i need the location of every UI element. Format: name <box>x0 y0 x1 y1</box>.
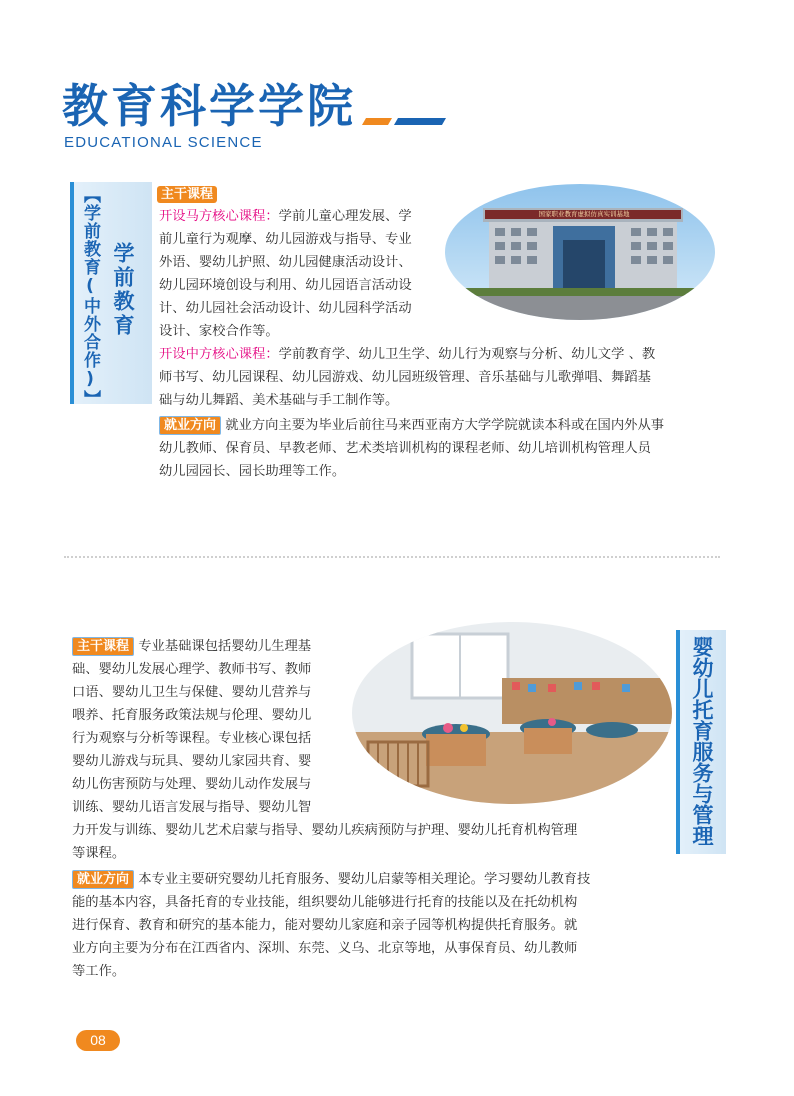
section1-career-text-2: 幼儿园园长、园长助理等工作。 <box>159 464 346 479</box>
malaysia-courses-text-4: 计、幼儿园社会活动设计、幼儿园科学活动 <box>159 301 412 316</box>
title-decoration-orange <box>362 118 392 125</box>
section1-career <box>159 414 719 483</box>
section2-core-text-9: 等课程。 <box>72 846 126 861</box>
section1-side-label <box>70 182 152 408</box>
section2-career-text-3: 业方向主要为分布在江西省内、深圳、东莞、义乌、北京等地，从事保育员、幼儿教师 <box>72 941 578 956</box>
section2-career-text-0: 本专业主要研究婴幼儿托育服务、婴幼儿启蒙等相关理论。学习婴幼儿教育技 <box>138 872 591 887</box>
campus-building-photo <box>445 184 715 320</box>
section2-core-text-6: 幼儿伤害预防与处理、婴幼儿动作发展与 <box>72 777 312 792</box>
page-subtitle: EDUCATIONAL SCIENCE <box>64 134 263 151</box>
section2-career-text-1: 能的基本内容，具备托育的专业技能，组织婴幼儿能够进行托育的技能以及在托幼机构 <box>72 895 578 910</box>
section2-core-text-5: 婴幼儿游戏与玩具、婴幼儿家园共育、婴 <box>72 754 312 769</box>
section1-career-text-0: 就业方向主要为毕业后前往马来西亚南方大学学院就读本科或在国内外从事 <box>225 418 665 433</box>
section2-core-courses <box>72 635 644 865</box>
section2-career-line-0 <box>72 868 644 891</box>
section1-china-courses <box>159 343 719 412</box>
section2-core-tag: 主干课程 <box>72 637 134 656</box>
china-courses-text-2: 础与幼儿舞蹈、美术基础与手工制作等。 <box>159 393 399 408</box>
section1-china-line-0 <box>159 343 719 366</box>
section1-core-tag: 主干课程 <box>157 186 217 203</box>
section2-core-text-7: 训练、婴幼儿语言发展与指导、婴幼儿智 <box>72 800 312 815</box>
malaysia-courses-label: 开设马方核心课程： <box>159 209 279 224</box>
section2-side-label-text: 婴幼儿托育服务与管理 <box>690 636 714 846</box>
section1-malaysia-line-0 <box>159 205 449 228</box>
malaysia-courses-text-1: 前儿童行为观摩、幼儿园游戏与指导、专业 <box>159 232 412 247</box>
section2-core-line-0 <box>72 635 644 658</box>
section2-core-text-1: 础、婴幼儿发展心理学、教师书写、教师 <box>72 662 312 677</box>
malaysia-courses-text-5: 设计、家校合作等。 <box>159 324 279 339</box>
campus-building-illustration <box>445 184 715 320</box>
china-courses-text-1: 师书写、幼儿园课程、幼儿园游戏、幼儿园班级管理、音乐基础与儿歌弹唱、舞蹈基 <box>159 370 651 385</box>
section2-career-tag: 就业方向 <box>72 870 134 889</box>
page-number: 08 <box>76 1030 120 1051</box>
section2-core-text-2: 口语、婴幼儿卫生与保健、婴幼儿营养与 <box>72 685 312 700</box>
section1-career-tag: 就业方向 <box>159 416 221 435</box>
section-divider <box>64 556 720 558</box>
section2-core-text-0: 专业基础课包括婴幼儿生理基 <box>138 639 312 654</box>
section1-career-text-1: 幼儿教师、保育员、早教老师、艺术类培训机构的课程老师、幼儿培训机构管理人员 <box>159 441 651 456</box>
page-title: 教育科学学院 <box>62 79 356 133</box>
section2-core-text-4: 行为观察与分析等课程。专业核心课包括 <box>72 731 312 746</box>
section1-side-label-main: 学前教育 <box>111 242 135 338</box>
section2-career <box>72 868 644 983</box>
china-courses-label: 开设中方核心课程： <box>159 347 279 362</box>
section1-malaysia-courses <box>159 205 449 343</box>
section2-career-text-2: 进行保育、教育和研究的基本能力，能对婴幼儿家庭和亲子园等机构提供托育服务。就 <box>72 918 578 933</box>
section2-core-text-3: 喂养、托育服务政策法规与伦理、婴幼儿 <box>72 708 312 723</box>
malaysia-courses-text-0: 学前儿童心理发展、学 <box>278 209 412 224</box>
china-courses-text-0: 学前教育学、幼儿卫生学、幼儿行为观察与分析、幼儿文学 、教 <box>278 347 656 362</box>
malaysia-courses-text-2: 外语、婴幼儿护照、幼儿园健康活动设计、 <box>159 255 412 270</box>
campus-photo-banner: 国家职业教育虚拟仿真实训基地 <box>538 210 630 218</box>
section2-core-text-8: 力开发与训练、婴幼儿艺术启蒙与指导、婴幼儿疾病预防与护理、婴幼儿托育机构管理 <box>72 823 578 838</box>
section2-career-text-4: 等工作。 <box>72 964 126 979</box>
section1-side-label-sub: 【学前教育(中外合作)】 <box>80 186 100 408</box>
malaysia-courses-text-3: 幼儿园环境创设与利用、幼儿园语言活动设 <box>159 278 412 293</box>
section1-career-line-0 <box>159 414 719 437</box>
section2-side-label <box>676 630 726 854</box>
title-decoration-blue <box>394 118 446 125</box>
section1-core-tag-wrap <box>157 183 217 203</box>
